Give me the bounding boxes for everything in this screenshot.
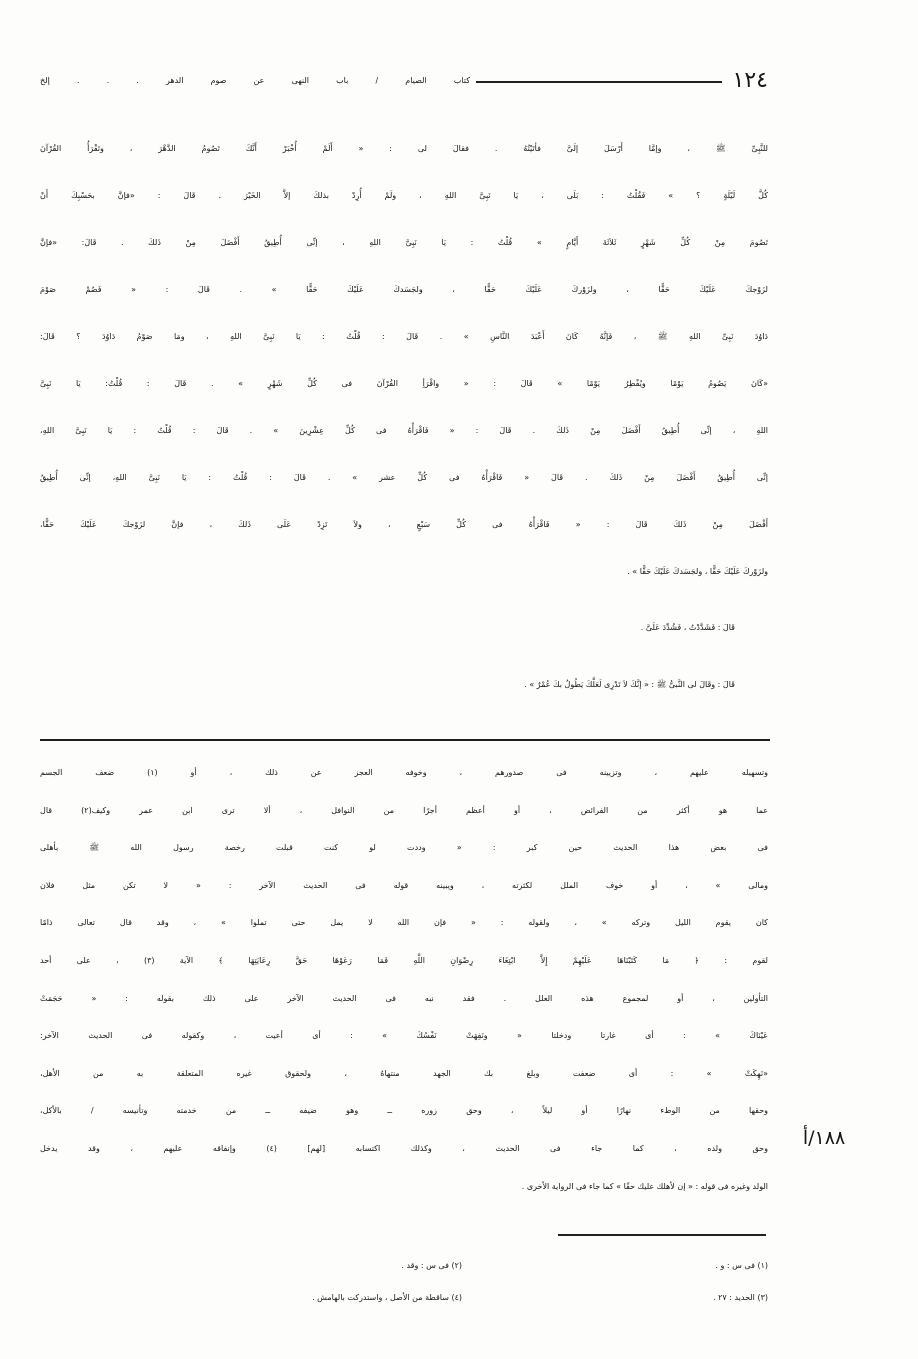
footnote: (٣) الحديد : ٢٧ . [712, 1293, 768, 1302]
main-text-line: اللهِ ، إنِّى أُطِيقُ أَفْضَلَ مِنْ ذَلكَ . قَالَ : « فَاقْرَأْهُ فى كُلِّ عِشْرِينَ » . قَالَ : قُلْتُ : يَا نَبِىَّ اللهِ، [40, 426, 768, 435]
commentary-separator-rule [40, 739, 770, 741]
page-number: ١٢٤ [732, 68, 768, 93]
commentary-line: كان يقوم الليل وتركه » ، ولقوله : « فإن الله لا يمل حتى تملوا » ، وقد قال تعالى ذامًا [40, 918, 768, 928]
main-text-line: لزَوْجكَ عَلَيْكَ حَقًّا ، ولزَوْركَ عَلَيْكَ حَقًّا ، ولجَسَدكَ عَلَيْكَ حَقًّا » . قَالَ : « فَصُمْ صَوْمَ [40, 285, 768, 294]
main-text-line: «كَانَ يَصُومُ يَوْمًا ويُفْطِرُ يَوْمًا » قَالَ : « واقْرَأِ القُرْآنَ فى كُلِّ شَهْرٍ » . قَالَ : قُلْتُ: يَا نَبِىَّ [40, 379, 768, 388]
commentary [40, 754, 768, 1205]
main-text-line: إنِّى أُطِيقُ أَفْضَلَ مِنْ ذَلكَ . قَالَ « فَاقْرَأْهُ فى كُلِّ عشر » . قَالَ : قُلْتُ : يَا نَبِىَّ اللهِ، إنِّى أُطِيقُ [40, 473, 768, 482]
commentary-line: عَيْنَاكَ » : أى غارتا ودخلتا « ونَفِهَتْ نَفْسُكَ » : أى أعيت ، وكقوله فى الحديث الآخر: [40, 1031, 768, 1041]
commentary-line: لقوم : ﴿ مَا كَتَبْنَاهَا عَلَيْهِمْ إِلاَّ ابْتِغَاءَ رِضْوَانِ اللَّهِ فَمَا رَعَوْهَا حَقَّ رِعَايَتِهَا ﴾ الآية (٣) ، على أحد [40, 955, 768, 965]
commentary-line: وحق ولده ، كما جاء فى الحديث ، وكذلك اكتسابه [لهم] (٤) وإنفاقه عليهم ، وقد يدخل [40, 1143, 768, 1153]
footnote: (٤) ساقطة من الأصل ، واستدركت بالهامش . [312, 1293, 462, 1302]
footnote: (٢) فى س : وقد . [401, 1261, 462, 1270]
main-text-line: تَصُومَ مِنْ كُلِّ شَهْرٍ ثَلاَثَةَ أَيَّامٍ » قُلْتُ : يَا نَبِىَّ اللهِ ، إنِّى أُطِيقُ أَفْضَلَ مِنْ ذَلكَ . قَالَ: «فإنَّ [40, 238, 768, 247]
footnote-separator-rule [558, 1234, 766, 1236]
main-text-line: للنَّبِىِّ ﷺ ، وإمَّا أَرْسَلَ إلَىَّ فأتَيْتُهُ . فقالَ لى : « أَلَمْ أُخْبَرْ أَنَّكَ تَصُومُ الدَّهْرَ ، وتَقْرَأُ القُرْآنَ [40, 144, 768, 153]
header-rule [476, 81, 722, 83]
footnote: (١) فى س : و . [715, 1261, 768, 1270]
commentary-line: «نَهِكَتْ » : أى ضعفت وبلغ بك الجهد منتهاهُ ، ولحقوق غيره المتعلقة به من الأهل، [40, 1068, 768, 1078]
commentary-line: وحقها من الوطء نهارًا أو ليلاً ، وحق زوره ــ وهو ضيفه ــ من خدمته وتأنيسه / بالأكل، [40, 1106, 768, 1116]
margin-folio-note: ١٨٨/أ [802, 1127, 846, 1149]
commentary-line: التأولين ، أو لمجموع هذه العلل . فقد نبه فى الحديث الآخر على ذلك بقوله : « حَجَمَتْ [40, 993, 768, 1003]
main-text-line: أَفْضَلَ مِنْ ذَلكَ قَالَ : « فَاقْرَأْهُ فى كُلِّ سَبْعٍ ، ولاَ تَزِدْ عَلَى ذَلكَ ، فإنَّ لزَوْجكَ عَلَيْكَ حَقًّا، [40, 520, 768, 529]
running-title: كتاب الصيام / باب النهى عن صوم الدهر . . . إلخ [40, 76, 470, 85]
main-text-line: ولزَوْركَ عَلَيْكَ حَقًّا ، ولجَسَدكَ عَلَيْكَ حَقًّا » . [627, 567, 768, 576]
commentary-line: فى بعض هذا الحديث حين كبر : « وددت لو كنت قبلت رخصة رسول الله ﷺ بأهلى [40, 843, 768, 853]
commentary-line: ومالى » ، أو خوف الملل لكثرته ، ويبينه قوله فى الحديث الآخر : « لا تكن مثل فلان [40, 880, 768, 890]
footnotes [40, 1250, 768, 1314]
commentary-line: الولد وغيره فى قوله : « إن لأهلك عليك حقًا » كما جاء فى الرواية الأخرى . [521, 1181, 768, 1191]
main-text-line: كُلَّ لَيْلَةٍ ؟ » فَقُلْتُ : بَلَى ، يَا نَبِىَّ اللهِ ، ولَمْ أُرِدْ بذلكَ إلاَّ الخَيْرَ . قَالَ : «فإنَّ بحَسْبِكَ أَنْ [40, 191, 768, 200]
commentary-line: وتسهيله عليهم ، وتزيينه فى صدورهم ، وخوفه العجز عن ذلك ، أو (١) ضعف الجسم [40, 768, 768, 777]
main-text-line: دَاوُدَ نَبِىِّ اللهِ ﷺ ، فَإنَّهُ كَانَ أَعْبَدَ النَّاسِ » . قَالَ : قُلْتُ : يَا نَبِىَّ اللهِ ، ومَا صَوْمُ دَاوُدَ ؟ قَالَ: [40, 332, 768, 341]
commentary-line: عما هو أكثر من الفرائض ، أو أعظم أجرًا من النوافل ، ألا ترى ابن عمر وكيف(٢) قال [40, 805, 768, 815]
main-text-line: قَالَ : فَشَدَّدْتُ ، فَشُدِّدَ عَلَىَّ . [640, 623, 735, 632]
main-text-line: قَالَ : وقَالَ لى النَّبىُّ ﷺ : « إنَّكَ لاَ تَدْرِى لَعَلَّكَ يَطُولُ بكَ عُمْرٌ » . [524, 680, 735, 689]
main-text [40, 125, 768, 708]
